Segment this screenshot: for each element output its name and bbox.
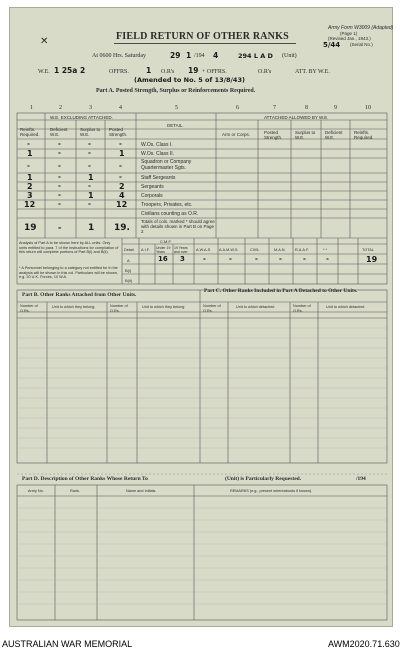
date-day: 29 [170,51,181,60]
part-d-title-mid: (Unit) is Particularly Requested. [225,476,302,482]
cell-value: 1 [88,173,94,182]
part-d-col: Name and Initials. [126,489,157,493]
totals-label: Totals of cols. marked * should agree with details shown in Part B on Page 2 [141,219,215,234]
col-header-deficient: Deficient W.E. [50,127,68,137]
part-c-col: Unit to which detached [326,305,365,309]
col-header-posted-att: Posted Strength. [264,130,283,140]
corner-mark: ✕ [40,36,49,47]
analysis-col: A.I.F. [141,248,150,252]
part-c-col: Unit to which detached [236,305,275,309]
col-header-deficient-att: Deficient W.E. [325,130,343,140]
footer-left: AUSTRALIAN WAR MEMORIAL [2,639,133,649]
unit-label: (Unit) [282,53,297,59]
col-number: 10 [365,105,371,111]
col-number: 6 [236,105,239,111]
analysis-col: Under 19 Years [156,246,171,254]
col-header-surplus-att: Surplus to W.E. [295,130,316,140]
col-header-arm: Arm or Corps. [222,132,251,137]
part-b-col: Unit to which they belong [52,305,95,309]
unit-value: 294 L A D [238,52,273,60]
date-year: /194 [194,53,205,59]
part-b-col: Unit to which they belong [142,305,185,309]
serial-label: (Serial No.) [350,42,373,47]
title-underline [114,43,296,44]
cell-value: 1 [88,191,94,200]
analysis-col: A.W.A.S. [196,248,212,252]
analysis-row-label: B(ii) [125,278,133,283]
analysis-value: - [229,255,232,263]
ors-value: 19 [188,66,199,75]
date-month: 1 [186,51,192,60]
detail-label: Squadron or Company Quartermaster Sgts. [141,159,192,171]
detail-label: W.Os. Class II. [141,151,175,157]
cell-value: - [58,191,61,199]
cell-value: 1 [119,149,125,158]
at-line: At 0600 Hrs. Saturday [92,53,146,59]
cell-value: - [58,173,61,181]
cell-value: - [58,200,61,208]
date-year-handwritten: 4 [213,51,219,60]
cell-value: - [58,182,61,190]
analysis-col: 19 Years and over [174,246,188,254]
cell-value: - [119,173,122,181]
part-c-title: Part C. Other Ranks Included in Part A Detached to Other Units. [204,288,358,294]
offrs-value: 1 [146,66,152,75]
form-sheet [9,7,393,627]
cell-value: 1 [27,149,33,158]
cell-value: 2 [119,182,125,191]
serial-value: 5/44 [323,41,341,49]
cell-value: - [119,162,122,170]
total-value: 1 [88,223,95,233]
ors2-label: O.R's [258,69,272,75]
analysis-value: - [203,255,206,263]
group-left-header: W.E. EXCLUDING ATTACHED. [50,115,113,120]
archive-footer [0,635,404,653]
cell-value: - [58,149,61,157]
col-number: 1 [30,105,33,111]
analysis-col: Detail [124,248,134,252]
analysis-value: - [303,255,306,263]
detail-header: DETAIL. [167,123,184,128]
detail-label: Civilians counting as O.R. [141,211,199,217]
col-header-reinfts-att: Reinfts. Required. [354,130,374,140]
part-d-title-end: /194 [356,476,366,482]
footer-right: AWM2020.71.630 [328,639,400,649]
analysis-col: TOTAL [362,248,374,252]
analysis-value: 3 [180,255,185,263]
col-number: 9 [334,105,337,111]
amendment-note: (Amended to No. 5 of 13/8/43) [134,76,245,84]
detail-label: Corporals [141,193,163,199]
detail-label: Troopers, Privates, etc. [141,202,193,208]
col-number: 7 [273,105,276,111]
offrs-label: OFFRS. [109,69,129,75]
cell-value: - [88,162,91,170]
analysis-value: - [326,255,329,263]
part-b-col: Number of O.Rs. [20,304,38,313]
detail-label: Staff Sergeants [141,175,176,181]
form-title: FIELD RETURN OF OTHER RANKS [116,31,289,42]
part-d-title: Part D. Description of Other Ranks Whose Return To [22,476,148,482]
analysis-note: Analysis of Part A to be shown here by ALL units. Only units entitled to para. 7 of the Instructions for compilation of this return will complete portions of Part B(i) and B(ii). [19,241,119,255]
analysis-col: M.A.N. [274,248,286,252]
col-header-surplus: Surplus to W.E. [80,127,101,137]
cell-value: - [58,140,61,148]
part-c-col: Number of O.Rs. [203,304,221,313]
analysis-value: 16 [158,255,168,263]
cmf-label: C.M.F. [160,239,172,244]
total-value: 19 [24,223,37,233]
part-a-title: Part A. Posted Strength, Surplus or Reinforcements Required. [96,88,256,94]
analysis-col: CIVIL [250,248,260,252]
analysis-col: * * [323,248,328,252]
cell-value: - [88,200,91,208]
cell-value: 1 [27,173,33,182]
analysis-note-2: * A Personnel belonging to a category not entitled for in the analysis will be shown in this col. Particulars will be shown, e.g. 20 U.K. Forces, 10 W.A. [19,266,118,280]
form-grid-lines [10,8,394,628]
cell-value: 12 [116,200,128,209]
analysis-row-label: B(i) [125,268,132,273]
cell-value: - [88,140,91,148]
cell-value: 12 [24,200,36,209]
analysis-col: A.A.M.W.S. [219,248,239,252]
page-label: (Page 1) [340,31,358,36]
cell-value: - [119,140,122,148]
analysis-value: - [279,255,282,263]
col-number: 5 [175,105,178,111]
cell-value: 2 [27,182,33,191]
part-b-title: Part B. Other Ranks Attached from Other Units. [22,292,137,298]
col-number: 3 [89,105,92,111]
col-header-posted: Posted Strength. [109,127,128,137]
cell-value: 4 [119,191,125,200]
offrs2-label: + OFFRS. [202,69,227,75]
analysis-value: - [255,255,258,263]
att-label: ATT. BY W.E. [295,69,330,75]
part-b-col: Number of O.Rs. [110,304,128,313]
analysis-value: 19 [366,255,378,264]
part-c-col: Number of O.Rs. [293,304,311,313]
we-value: 1 25a 2 [54,66,86,75]
group-right-header: ATTACHED ALLOWED BY W.E. [264,115,329,120]
cell-value: 3 [27,191,33,200]
we-label: W.E. [38,69,50,75]
revised-label: (Revised Jan., 1943.) [328,36,371,41]
analysis-row-label: A [127,258,130,263]
analysis-col: R.A.A.F. [295,248,309,252]
cell-value: - [58,162,61,170]
detail-label: Sergeants [141,184,164,190]
cell-value: - [27,162,30,170]
part-d-col: REMARKS (e.g., present whereabouts if known). [230,489,313,493]
form-name: Army Form W3009 (Adapted) [328,25,394,31]
cell-value: - [88,149,91,157]
cell-value: - [27,140,30,148]
ors-label: O.R's [161,69,175,75]
col-header-reinfts: Reinfts. Required. [20,127,40,137]
col-number: 2 [59,105,62,111]
cell-value: - [88,182,91,190]
detail-label: W.Os. Class I. [141,142,173,148]
part-d-col: Rank. [70,489,80,493]
col-number: 4 [119,105,122,111]
col-number: 8 [305,105,308,111]
total-value: 19. [114,223,130,233]
total-value: - [58,223,62,232]
part-d-col: Army No. [28,489,44,493]
